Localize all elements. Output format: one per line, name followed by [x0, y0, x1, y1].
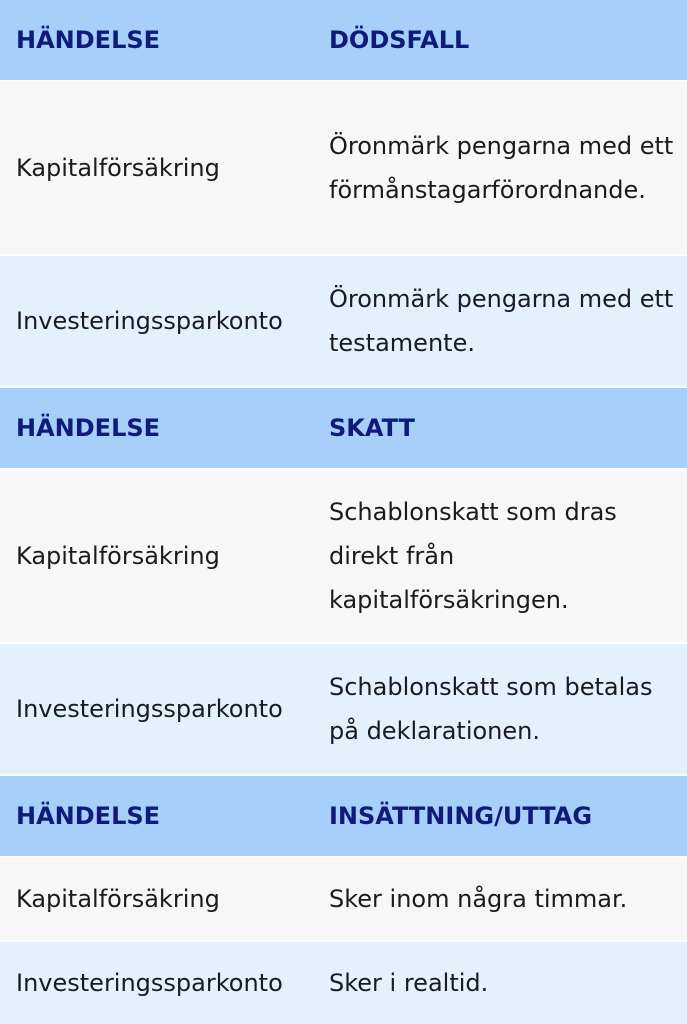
table-row — [0, 82, 687, 256]
header-cell-topic: DÖDSFALL — [329, 26, 470, 54]
row-label: Kapitalförsäkring — [16, 885, 220, 913]
table-row — [0, 942, 687, 1024]
row-label: Kapitalförsäkring — [16, 542, 220, 570]
row-value: Schablonskatt som betalas på deklarationen. — [329, 673, 653, 745]
section-header-dodsfall — [0, 0, 687, 82]
header-cell-event: HÄNDELSE — [16, 26, 161, 54]
table-row — [0, 644, 687, 776]
row-value: Sker i realtid. — [329, 969, 489, 997]
table-row — [0, 470, 687, 644]
header-cell-event: HÄNDELSE — [16, 414, 161, 442]
row-label: Kapitalförsäkring — [16, 154, 220, 182]
section-header-skatt — [0, 388, 687, 470]
header-cell-event: HÄNDELSE — [16, 802, 161, 830]
row-value: Öronmärk pengarna med ett förmånstagarförordnande. — [329, 132, 674, 204]
row-label: Investeringssparkonto — [16, 969, 283, 997]
row-label: Investeringssparkonto — [16, 307, 283, 335]
header-cell-topic: SKATT — [329, 414, 415, 442]
row-value: Öronmärk pengarna med ett testamente. — [329, 285, 674, 357]
row-label: Investeringssparkonto — [16, 695, 283, 723]
row-value: Sker inom några timmar. — [329, 885, 628, 913]
table-row — [0, 256, 687, 388]
section-header-insattning-uttag — [0, 776, 687, 858]
row-value: Schablonskatt som dras direkt från kapitalförsäkringen. — [329, 498, 617, 614]
table-row — [0, 858, 687, 942]
header-cell-topic: INSÄTTNING/UTTAG — [329, 802, 593, 830]
